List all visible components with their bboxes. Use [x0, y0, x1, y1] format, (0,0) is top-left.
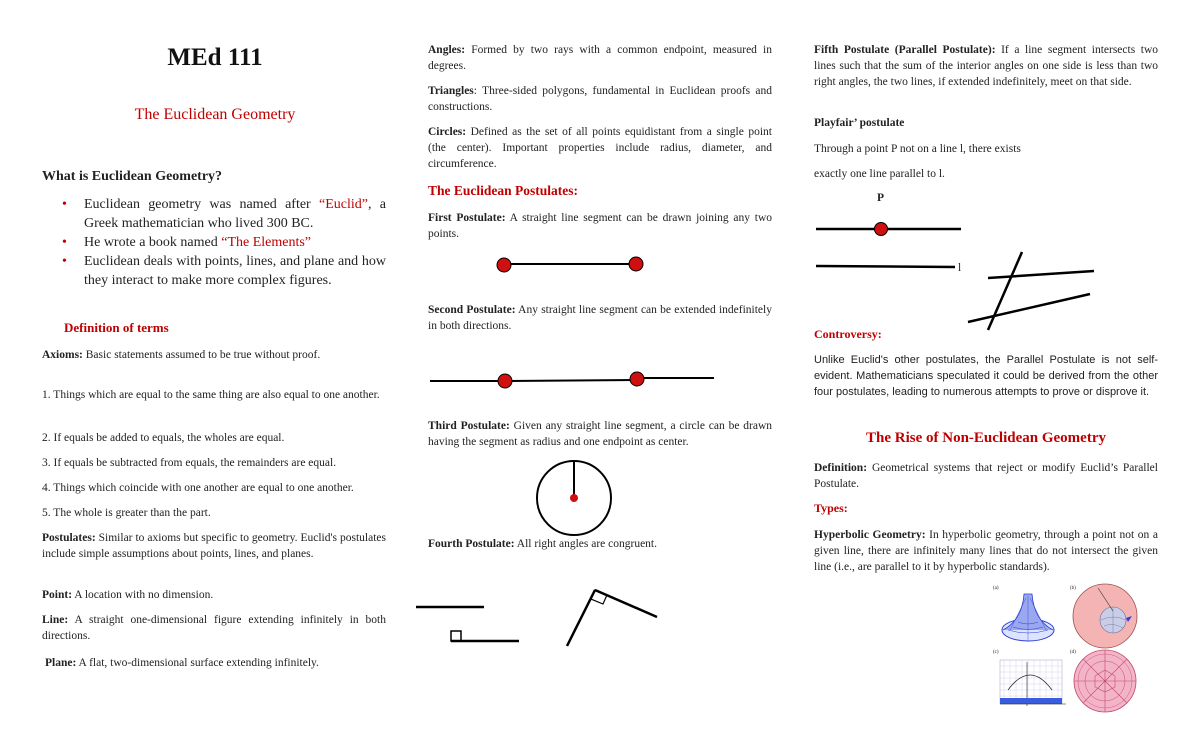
postulates-paragraph: Postulates: Similar to axioms but specific to geometry. Euclid's postulates include simple assumptions about points, lines, and planes. — [42, 532, 386, 560]
first-postulate: First Postulate: A straight line segment can be drawn joining any two points. — [428, 212, 772, 240]
bullet-icon: • — [62, 235, 67, 250]
transversal-line — [988, 252, 1022, 330]
segment-line — [505, 380, 637, 381]
controversy-text: Unlike Euclid's other postulates, the Parallel Postulate is not self-evident. Mathematicians speculated it could be derived from the other four postulates, leading to numerous attempts to prove or disprove it. — [814, 354, 1158, 398]
bullet-icon: • — [62, 254, 67, 269]
bullet-icon: • — [62, 197, 67, 212]
pseudosphere-figure — [1002, 594, 1054, 641]
hyperbolic-illustration — [0, 0, 1, 1]
postulates-heading: The Euclidean Postulates: — [428, 183, 579, 198]
endpoint-dot — [630, 372, 644, 386]
panel-label: (b) — [1070, 586, 1076, 591]
endpoint-dot — [498, 374, 512, 388]
panel-label: (d) — [1070, 650, 1076, 655]
types-heading: Types: — [814, 501, 848, 515]
point-p-dot — [875, 223, 888, 236]
bullet-item: • He wrote a book named “The Elements” — [62, 235, 312, 250]
point-definition: Point: A location with no dimension. — [42, 589, 214, 601]
axioms-paragraph: Axioms: Basic statements assumed to be true without proof. — [42, 349, 321, 361]
non-euclidean-definition: Definition: Geometrical systems that reject or modify Euclid’s Parallel Postulate. — [814, 462, 1158, 490]
right-angle-marker — [451, 631, 461, 641]
triangles-paragraph: Triangles: Three-sided polygons, fundamental in Euclidean proofs and constructions. — [428, 85, 772, 113]
bullet-item: • Euclidean deals with points, lines, and plane and how they interact to make more complex figures. — [62, 254, 386, 288]
converging-line — [968, 294, 1090, 322]
playfair-line-2: exactly one line parallel to l. — [814, 168, 945, 180]
line-l-label: l — [958, 262, 962, 274]
line-l — [816, 266, 955, 267]
plane-definition: Plane: A flat, two-dimensional surface extending infinitely. — [45, 657, 319, 669]
converging-line — [988, 271, 1094, 278]
endpoint-dot — [629, 257, 643, 271]
axiom-item: 4. Things which coincide with one another are equal to one another. — [42, 482, 354, 494]
grid-plot-figure — [1000, 660, 1066, 706]
intro-bullet-list — [62, 195, 386, 290]
controversy-heading: Controversy: — [814, 327, 882, 341]
panel-label: (c) — [993, 650, 999, 655]
panel-label: (a) — [993, 586, 999, 591]
bullet-item: • Euclidean geometry was named after “Euclid”, a Greek mathematician who lived 300 BC. — [62, 197, 387, 231]
what-is-heading: What is Euclidean Geometry? — [42, 169, 223, 184]
playfair-line-1: Through a point P not on a line l, there exists — [814, 143, 1021, 155]
axiom-item: 2. If equals be added to equals, the wholes are equal. — [42, 432, 285, 444]
definition-heading: Definition of terms — [64, 320, 169, 335]
second-postulate: Second Postulate: Any straight line segment can be extended indefinitely in both directions. — [428, 304, 772, 332]
fourth-postulate: Fourth Postulate: All right angles are congruent. — [428, 538, 657, 550]
line-definition: Line: A straight one-dimensional figure extending infinitely in both directions. — [42, 614, 386, 642]
angles-paragraph: Angles: Formed by two rays with a common endpoint, measured in degrees. — [428, 44, 772, 72]
playfair-heading: Playfair’ postulate — [814, 117, 905, 129]
axiom-item: 1. Things which are equal to the same thing are also equal to one another. — [42, 389, 380, 401]
circles-paragraph: Circles: Defined as the set of all points equidistant from a single point (the center). Important properties include radius, diameter, and circumference. — [428, 126, 772, 170]
fifth-postulate: Fifth Postulate (Parallel Postulate): If a line segment intersects two lines such that the sum of the interior angles on one side is less than two right angles, the two lines, if extended indefinitely, meet on that side. — [814, 44, 1158, 88]
disc-sphere-figure — [1073, 584, 1137, 648]
axiom-item: 3. If equals be subtracted from equals, the remainders are equal. — [42, 457, 337, 469]
third-postulate: Third Postulate: Given any straight line segment, a circle can be drawn having the segment as radius and one endpoint as center. — [428, 420, 772, 448]
hyperbolic-paragraph: Hyperbolic Geometry: In hyperbolic geometry, through a point not on a given line, there are infinitely many lines that do not intersect the given line (i.e., are parallel to it by hyperbolic standards). — [814, 529, 1158, 573]
subtitle: The Euclidean Geometry — [134, 106, 296, 123]
rise-heading: The Rise of Non-Euclidean Geometry — [866, 430, 1106, 446]
page-title: MEd 111 — [167, 44, 263, 71]
tiled-disc-figure — [1074, 650, 1136, 712]
endpoint-dot — [497, 258, 511, 272]
center-dot — [570, 494, 578, 502]
axiom-item: 5. The whole is greater than the part. — [42, 507, 211, 519]
point-p-label: P — [877, 192, 885, 204]
